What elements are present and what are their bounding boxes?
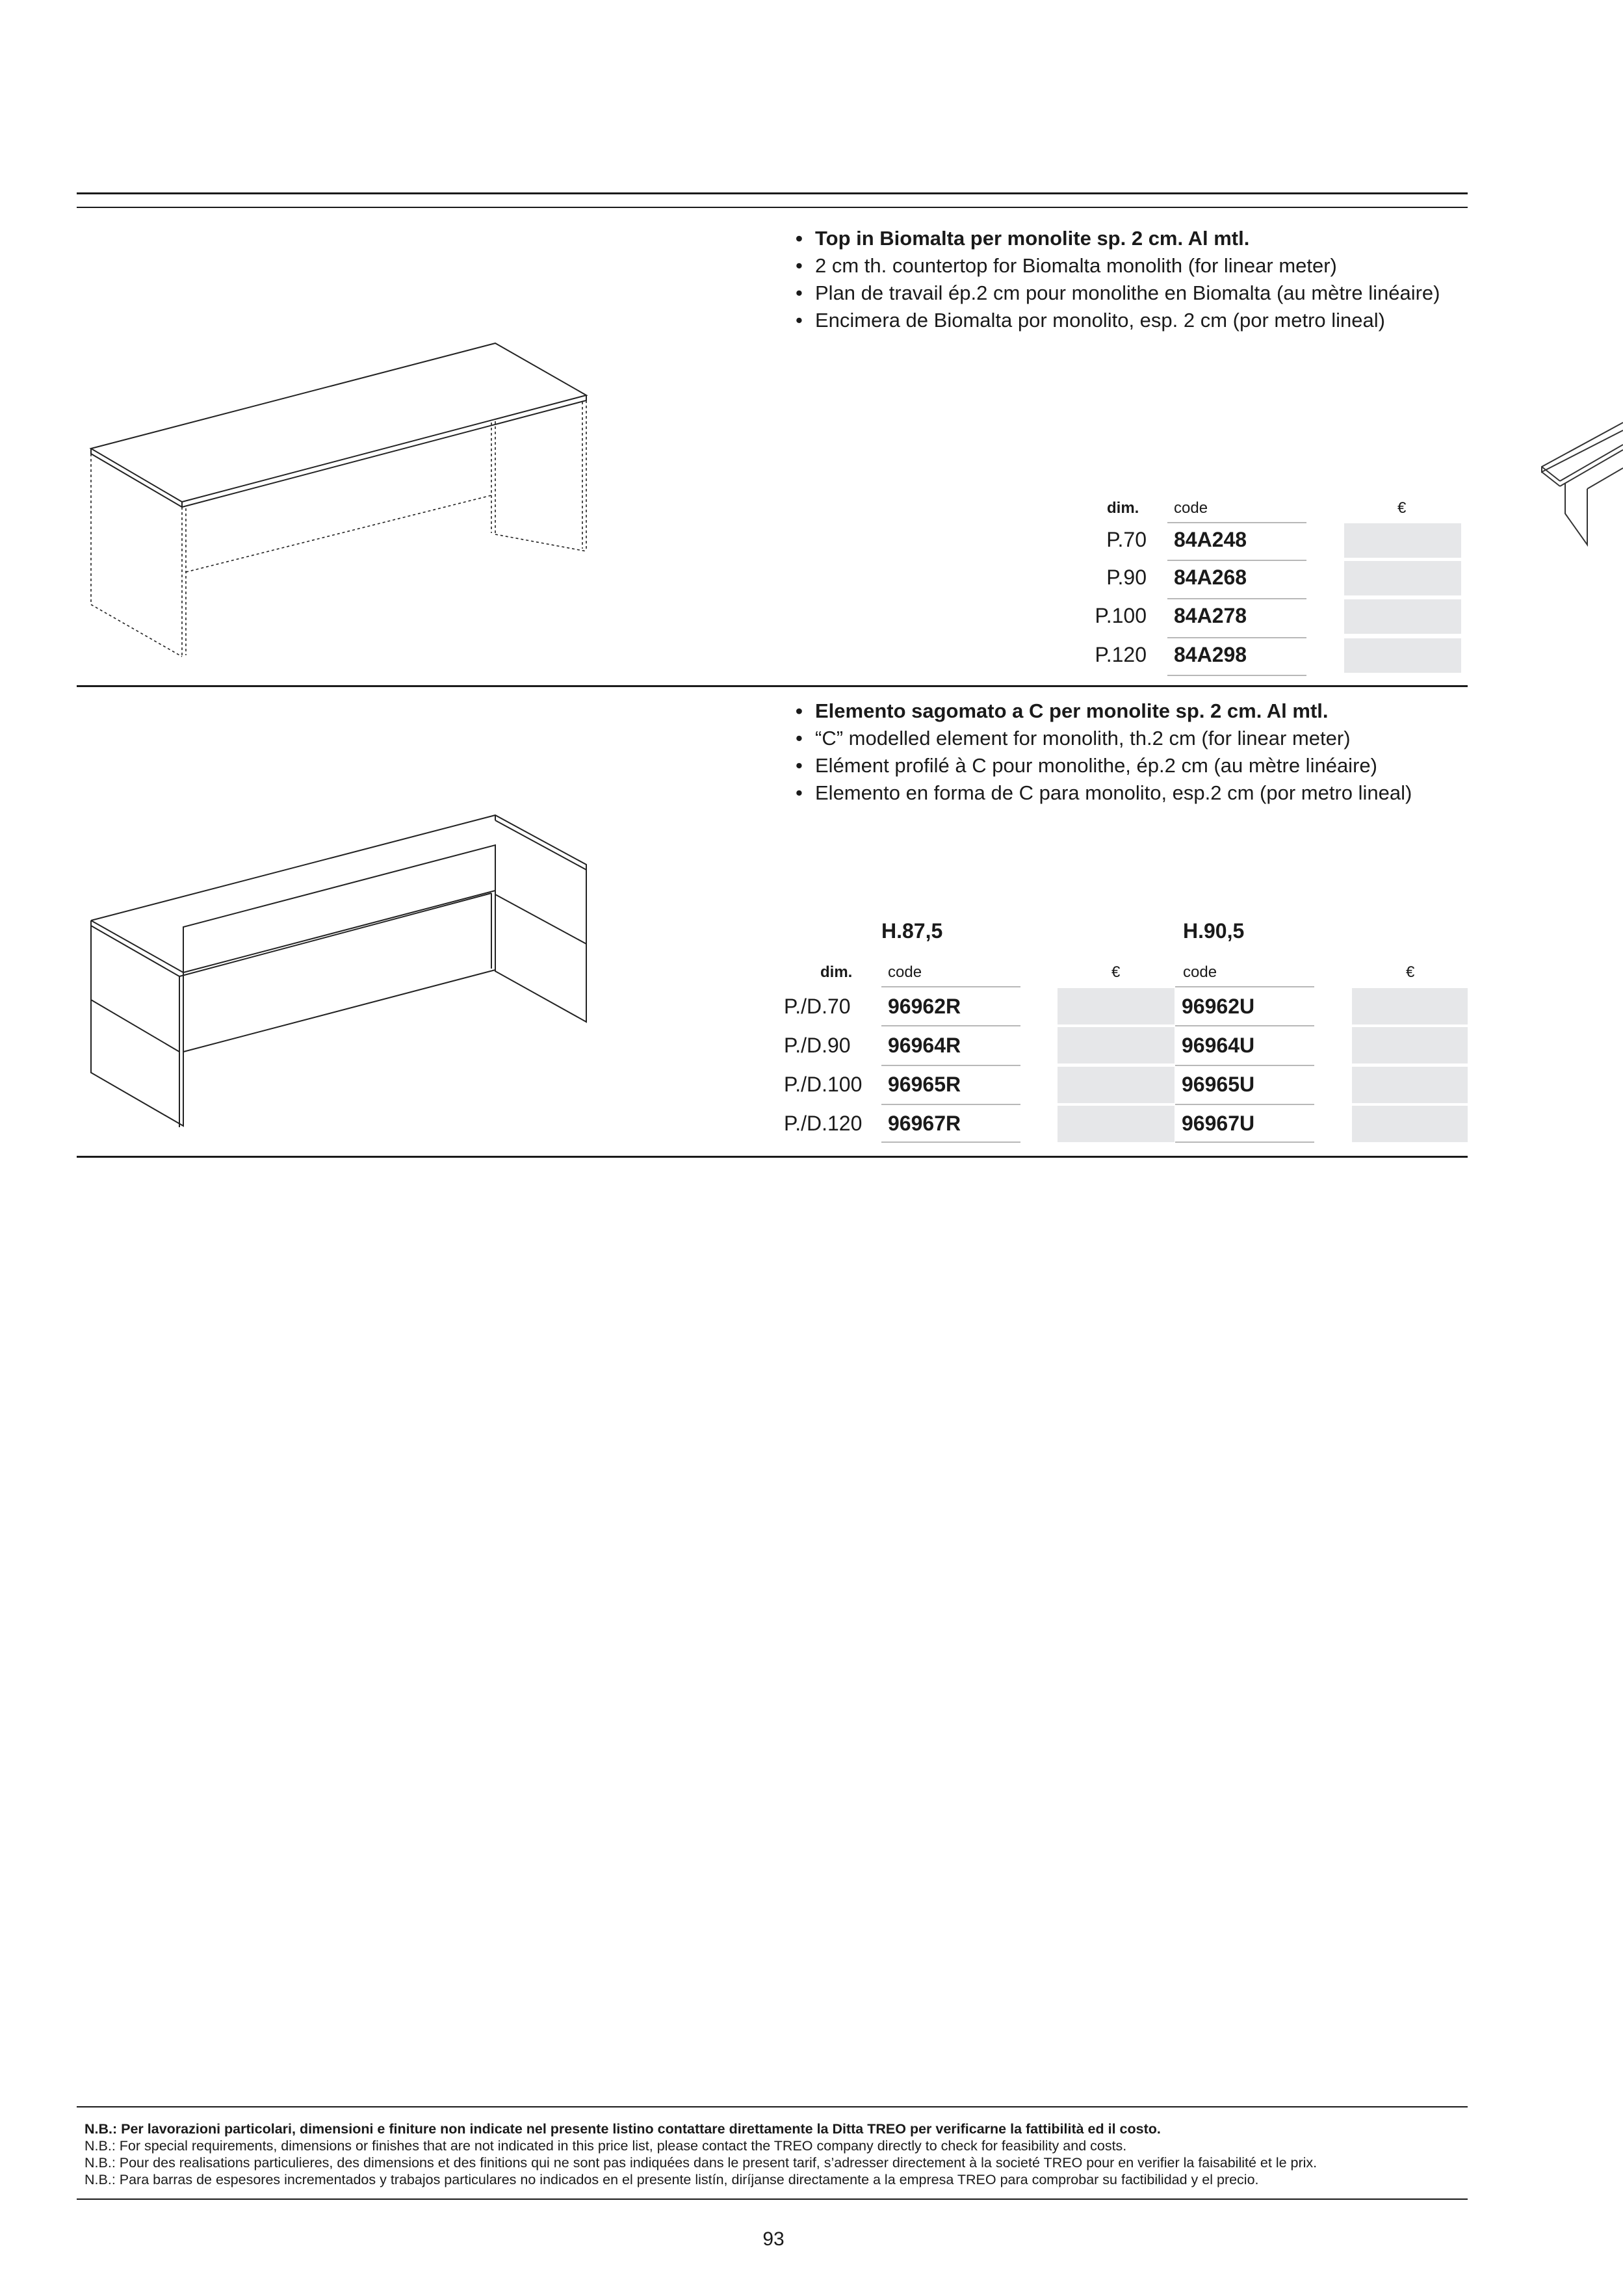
row-code: 84A278 xyxy=(1174,604,1247,627)
row-dim: P./D.120 xyxy=(784,1112,863,1135)
price-cell-b xyxy=(1352,1067,1468,1103)
section2-title-es: • Elemento en forma de C para monolito, esp.2 cm (por metro lineal) xyxy=(794,779,1412,807)
row-divider xyxy=(1175,1025,1314,1026)
row-divider xyxy=(1167,637,1306,638)
section-end-rule xyxy=(77,1156,1468,1158)
price-cell xyxy=(1344,561,1461,595)
row-dim: P.90 xyxy=(1106,566,1147,589)
s2-header-code-a: code xyxy=(888,963,922,981)
s2-header-price-b: € xyxy=(1406,963,1415,981)
s1-header-code: code xyxy=(1174,499,1208,517)
row-code-b: 96962U xyxy=(1182,995,1255,1018)
s1-header-dim: dim. xyxy=(1107,499,1139,517)
section2-title-it: • Elemento sagomato a C per monolite sp. 2 cm. Al mtl. xyxy=(794,698,1412,725)
s1-header-price: € xyxy=(1397,499,1407,517)
row-divider xyxy=(1167,522,1306,523)
section-divider xyxy=(77,685,1468,687)
biomalta-top-drawing xyxy=(84,332,598,663)
row-code-a: 96964R xyxy=(888,1034,961,1057)
section1-title-en: • 2 cm th. countertop for Biomalta monolith (for linear meter) xyxy=(794,252,1440,280)
price-cell xyxy=(1344,523,1461,558)
height-label-a: H.87,5 xyxy=(881,919,943,943)
top-rule-thin xyxy=(77,207,1468,208)
section2-description xyxy=(794,698,1412,807)
c-element-drawing xyxy=(84,806,598,1131)
price-cell-a xyxy=(1058,1027,1175,1063)
section2-title-en: • “C” modelled element for monolith, th.2 cm (for linear meter) xyxy=(794,725,1412,752)
row-dim: P.100 xyxy=(1095,604,1147,627)
row-code-a: 96965R xyxy=(888,1073,961,1096)
price-cell-b xyxy=(1352,988,1468,1024)
top-rule xyxy=(77,192,1468,194)
row-divider xyxy=(1175,1141,1314,1143)
row-dim: P./D.70 xyxy=(784,995,851,1018)
section2-title-fr: • Elément profilé à C pour monolithe, ép.2 cm (au mètre linéaire) xyxy=(794,752,1412,779)
row-dim: P.120 xyxy=(1095,643,1147,666)
s2-header-dim: dim. xyxy=(820,963,853,981)
footnote-es: N.B.: Para barras de espesores incrementados y trabajos particulares no indicados en el presente listín, diríjanse directamente a la empresa TREO para comprobar su factibilidad y el precio. xyxy=(84,2172,1259,2187)
footnote-it: N.B.: Per lavorazioni particolari, dimensioni e finiture non indicate nel presente listino contattare direttamente la Ditta TREO per verificarne la fattibilità ed il costo. xyxy=(84,2121,1161,2137)
price-cell xyxy=(1344,638,1461,673)
row-divider xyxy=(1175,986,1314,987)
row-code: 84A268 xyxy=(1174,566,1247,589)
row-code-b: 96965U xyxy=(1182,1073,1255,1096)
footer-rule-bottom xyxy=(77,2198,1468,2200)
side-tab-drawing xyxy=(1534,416,1623,553)
row-divider xyxy=(881,1141,1020,1143)
row-divider xyxy=(881,986,1020,987)
row-code: 84A248 xyxy=(1174,528,1247,551)
row-dim: P.70 xyxy=(1106,528,1147,551)
row-code-a: 96967R xyxy=(888,1112,961,1135)
row-divider xyxy=(1175,1065,1314,1066)
height-label-b: H.90,5 xyxy=(1183,919,1245,943)
s2-header-price-a: € xyxy=(1111,963,1121,981)
price-cell-a xyxy=(1058,1067,1175,1103)
row-dim: P./D.100 xyxy=(784,1073,863,1096)
row-dim: P./D.90 xyxy=(784,1034,851,1057)
price-cell xyxy=(1344,599,1461,634)
row-divider xyxy=(1175,1104,1314,1105)
section1-description xyxy=(794,225,1440,334)
section1-title-fr: • Plan de travail ép.2 cm pour monolithe en Biomalta (au mètre linéaire) xyxy=(794,280,1440,307)
section1-title-es: • Encimera de Biomalta por monolito, esp. 2 cm (por metro lineal) xyxy=(794,307,1440,334)
section1-title-it: • Top in Biomalta per monolite sp. 2 cm. Al mtl. xyxy=(794,225,1440,252)
footnote-fr: N.B.: Pour des realisations particulieres, des dimensions et des finitions qui ne sont pas indiquées dans le present tarif, s’adresser directement à la societé TREO pour en verifier la faisabilité et le prix. xyxy=(84,2155,1318,2171)
row-divider xyxy=(881,1065,1020,1066)
row-divider xyxy=(881,1025,1020,1026)
row-divider xyxy=(1167,675,1306,676)
footnote-en: N.B.: For special requirements, dimensions or finishes that are not indicated in this price list, please contact the TREO company directly to check for feasibility and costs. xyxy=(84,2138,1127,2154)
row-code-b: 96967U xyxy=(1182,1112,1255,1135)
row-divider xyxy=(881,1104,1020,1105)
price-cell-a xyxy=(1058,1106,1175,1142)
price-cell-b xyxy=(1352,1027,1468,1063)
page-number: 93 xyxy=(762,2228,785,2250)
row-code-b: 96964U xyxy=(1182,1034,1255,1057)
row-code: 84A298 xyxy=(1174,643,1247,666)
footer-rule-top xyxy=(77,2106,1468,2107)
s2-header-code-b: code xyxy=(1183,963,1217,981)
row-code-a: 96962R xyxy=(888,995,961,1018)
price-cell-b xyxy=(1352,1106,1468,1142)
price-cell-a xyxy=(1058,988,1175,1024)
row-divider xyxy=(1167,598,1306,599)
row-divider xyxy=(1167,560,1306,561)
